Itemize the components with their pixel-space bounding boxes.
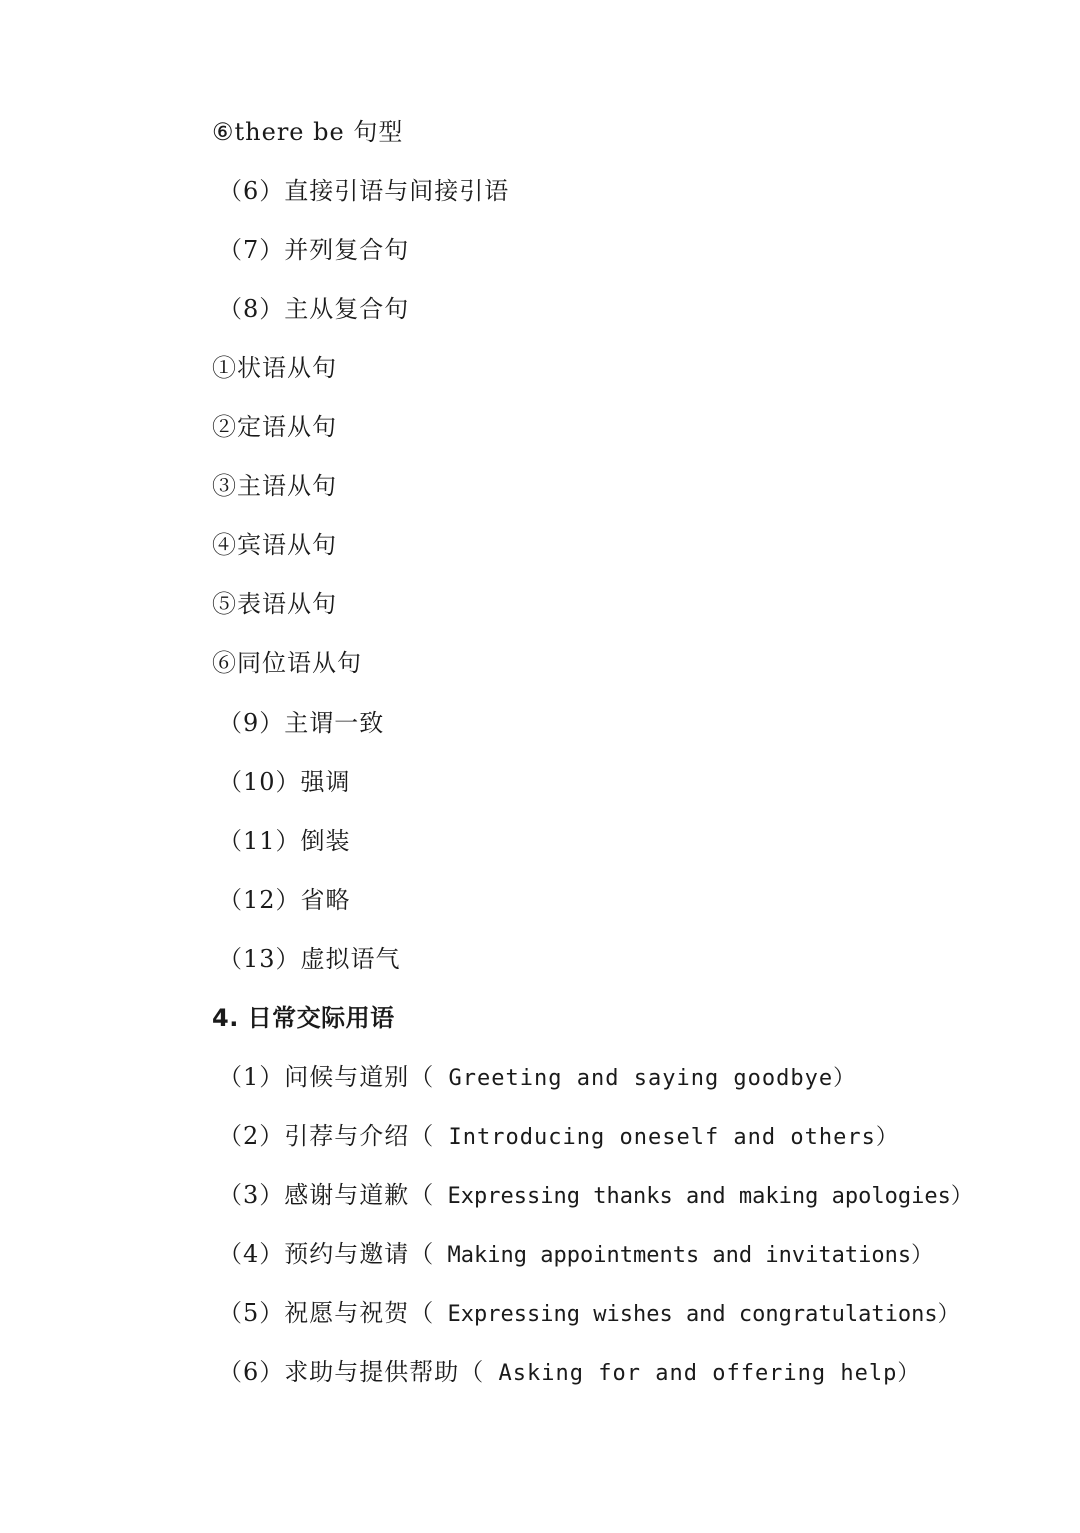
- item-english: Expressing thanks and making apologies）: [434, 1184, 973, 1209]
- list-item: ⑤表语从句: [212, 590, 337, 618]
- list-item: [218, 1121, 899, 1153]
- list-item: （13）虚拟语气: [218, 945, 401, 973]
- item-english: Introducing oneself and others）: [434, 1125, 899, 1150]
- item-english: Expressing wishes and congratulations）: [434, 1302, 960, 1327]
- list-item: ⑥there be 句型: [212, 118, 404, 146]
- list-item: [218, 1357, 920, 1389]
- list-item: ④宾语从句: [212, 531, 337, 559]
- list-item: [218, 1062, 856, 1094]
- section-heading: 4. 日常交际用语: [212, 1004, 395, 1032]
- list-item: （11）倒装: [218, 827, 351, 855]
- list-item: ③主语从句: [212, 472, 337, 500]
- item-english: Asking for and offering help）: [484, 1361, 921, 1386]
- item-label: （5）祝愿与祝贺（: [218, 1299, 435, 1327]
- item-label: （4）预约与邀请（: [218, 1240, 435, 1268]
- list-item: （9）主谓一致: [218, 709, 385, 737]
- list-item: （7）并列复合句: [218, 236, 410, 264]
- list-item: ⑥同位语从句: [212, 649, 362, 677]
- item-label: （6）求助与提供帮助（: [218, 1358, 485, 1386]
- item-label: （2）引荐与介绍（: [218, 1122, 435, 1150]
- list-item: ②定语从句: [212, 413, 337, 441]
- list-item: （8）主从复合句: [218, 295, 410, 323]
- list-item: （6）直接引语与间接引语: [218, 177, 510, 205]
- item-label: （1）问候与道别（: [218, 1063, 435, 1091]
- list-item: [218, 1180, 973, 1212]
- item-english: Greeting and saying goodbye）: [434, 1066, 857, 1091]
- list-item: [218, 1298, 960, 1330]
- list-item: （10）强调: [218, 768, 351, 796]
- item-label: （3）感谢与道歉（: [218, 1181, 435, 1209]
- list-item: （12）省略: [218, 886, 351, 914]
- list-item: ①状语从句: [212, 354, 337, 382]
- list-item: [218, 1239, 933, 1271]
- item-english: Making appointments and invitations）: [434, 1243, 934, 1268]
